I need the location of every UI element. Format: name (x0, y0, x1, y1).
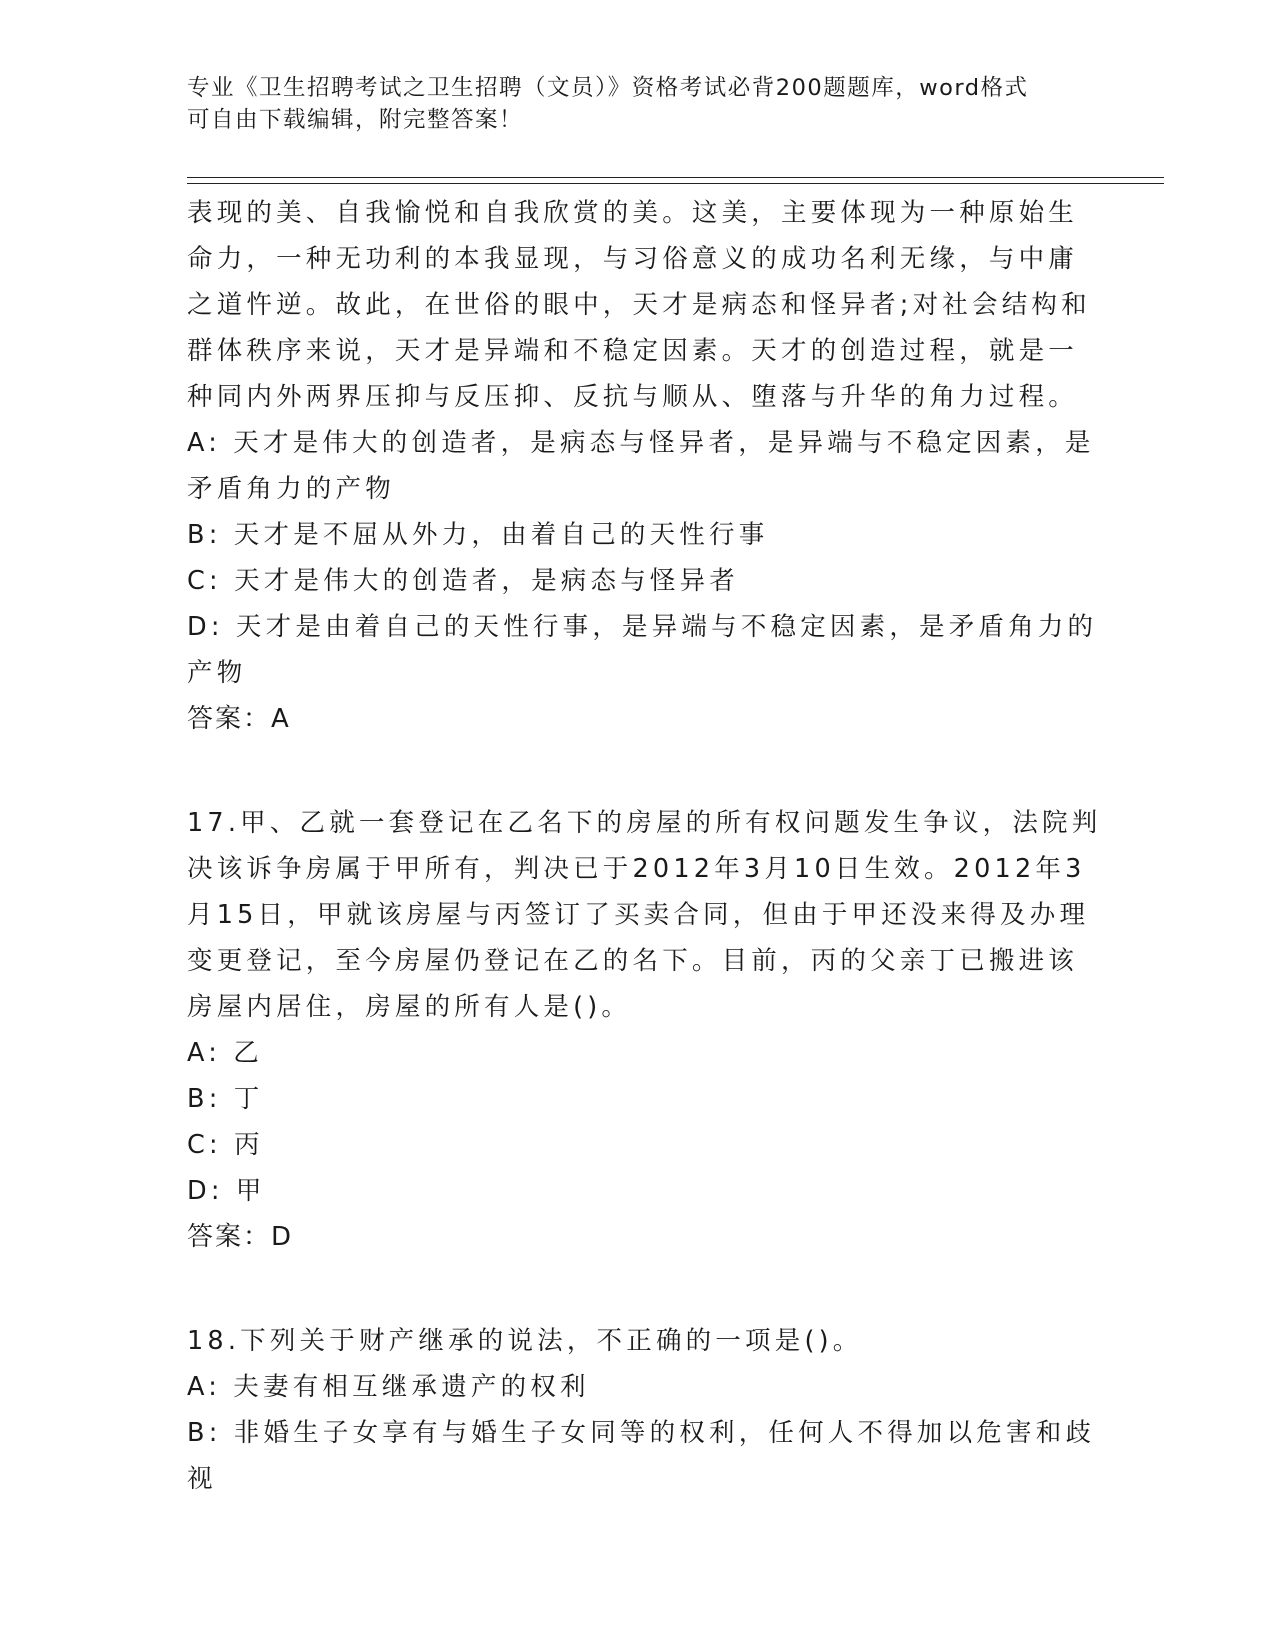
option-c: C: 天才是伟大的创造者，是病态与怪异者 (187, 566, 740, 596)
answer: 答案：D (187, 1222, 294, 1252)
option-b-line: 视 (187, 1464, 217, 1494)
option-d: D: 甲 (187, 1176, 266, 1206)
question-spacer (187, 1260, 1087, 1318)
question-stem-line: 决该诉争房属于甲所有，判决已于2012年3月10日生效。2012年3 (187, 854, 1086, 884)
question-16 (187, 190, 1098, 742)
option-c: C: 丙 (187, 1130, 264, 1160)
question-stem: 18.下列关于财产继承的说法，不正确的一项是()。 (187, 1326, 863, 1356)
option-a-line: 矛盾角力的产物 (187, 474, 395, 504)
option-a-line: A: 天才是伟大的创造者，是病态与怪异者，是异端与不稳定因素，是 (187, 428, 1095, 458)
document-body (187, 190, 1102, 1502)
option-b: B: 天才是不屈从外力，由着自己的天性行事 (187, 520, 769, 550)
option-b-line: B: 非婚生子女享有与婚生子女同等的权利，任何人不得加以危害和歧 (187, 1418, 1096, 1448)
question-stem-line: 之道忤逆。故此，在世俗的眼中，天才是病态和怪异者;对社会结构和 (187, 290, 1091, 320)
header-title-line-2: 可自由下载编辑，附完整答案！ (187, 107, 524, 133)
question-stem-line: 月15日，甲就该房屋与丙签订了买卖合同，但由于甲还没来得及办理 (187, 900, 1090, 930)
option-d-line: D: 天才是由着自己的天性行事，是异端与不稳定因素，是矛盾角力的 (187, 612, 1098, 642)
question-stem-line: 表现的美、自我愉悦和自我欣赏的美。这美，主要体现为一种原始生 (187, 198, 1079, 228)
option-a: A: 乙 (187, 1038, 263, 1068)
question-stem-line: 命力，一种无功利的本我显现，与习俗意义的成功名利无缘，与中庸 (187, 244, 1079, 274)
question-stem-line: 17.甲、乙就一套登记在乙名下的房屋的所有权问题发生争议，法院判 (187, 808, 1102, 838)
header-rule-bottom (187, 183, 1164, 184)
question-stem-line: 房屋内居住，房屋的所有人是()。 (187, 992, 632, 1022)
header-title-line-1: 专业《卫生招聘考试之卫生招聘（文员）》资格考试必背200题题库，word格式 (187, 75, 1029, 101)
question-stem-line: 群体秩序来说，天才是异端和不稳定因素。天才的创造过程，就是一 (187, 336, 1079, 366)
option-a: A: 夫妻有相互继承遗产的权利 (187, 1372, 590, 1402)
option-b: B: 丁 (187, 1084, 264, 1114)
header-rule-top (187, 177, 1164, 178)
question-18 (187, 1318, 1096, 1502)
answer: 答案：A (187, 704, 291, 734)
document-header (187, 72, 1087, 136)
question-stem-line: 种同内外两界压抑与反压抑、反抗与顺从、堕落与升华的角力过程。 (187, 382, 1079, 412)
question-spacer (187, 742, 1087, 800)
question-stem-line: 变更登记，至今房屋仍登记在乙的名下。目前，丙的父亲丁已搬进该 (187, 946, 1079, 976)
option-d-line: 产物 (187, 658, 247, 688)
question-17 (187, 800, 1102, 1260)
